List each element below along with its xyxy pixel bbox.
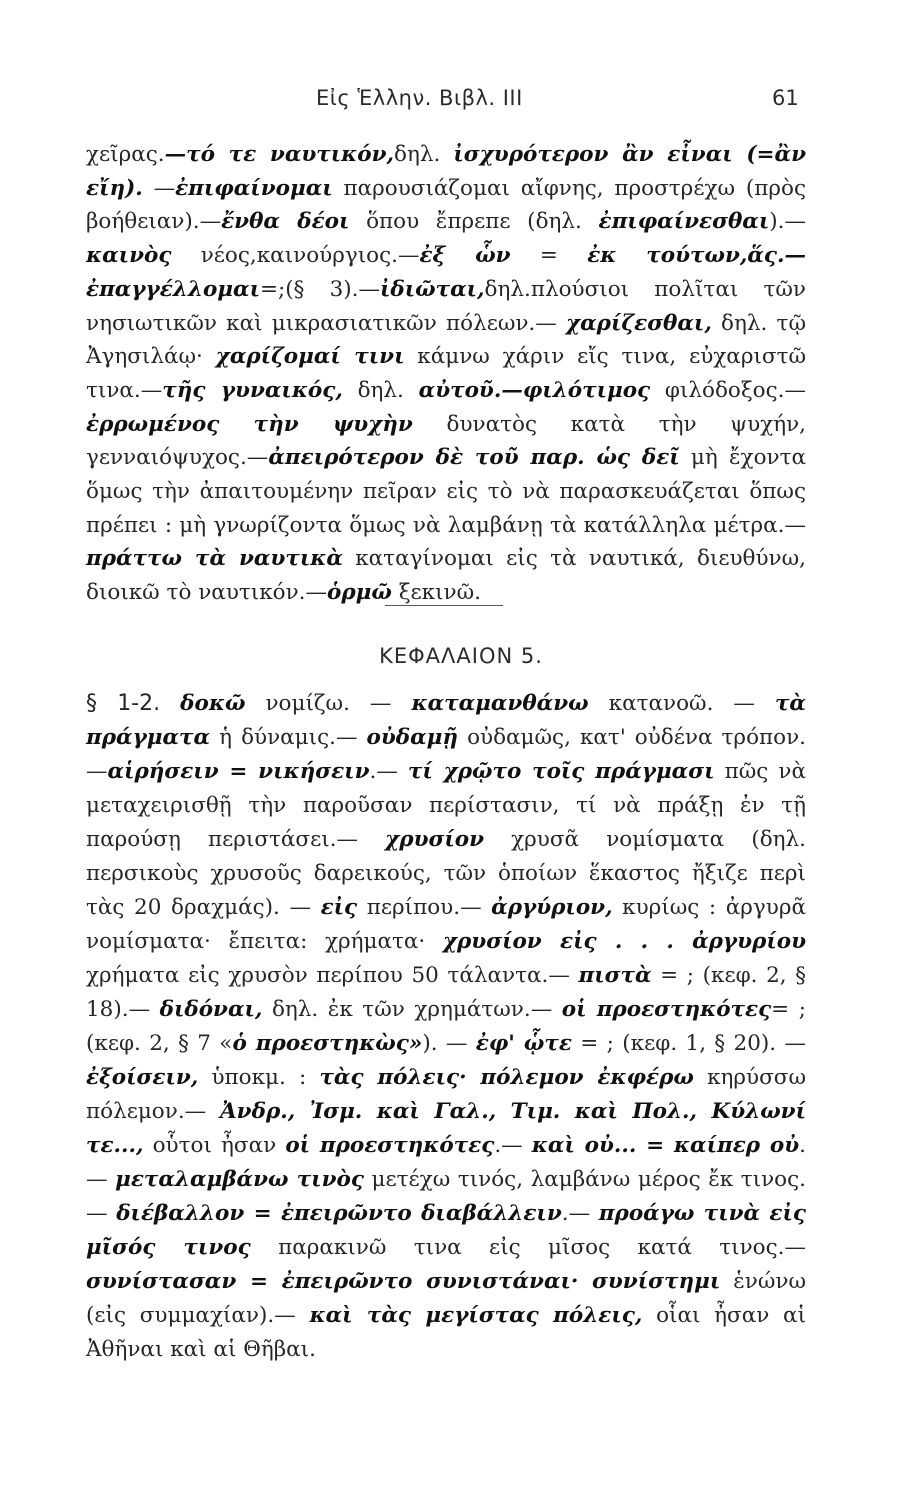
text-run: κάμνω χάριν εἴς τινα, εὐχαριστῶ τινα.— [86,344,806,403]
lemma: χρυσίον εἰς . . . ἀργυρίου [442,929,806,954]
lemma: καινὸς [86,243,172,269]
lemma: τί χρῷτο τοῖς πράγμασι [407,759,715,784]
commentary-block-chapter-5 [86,687,806,1367]
lemma: καὶ οὐ... = καίπερ οὐ [531,1133,800,1158]
text-run: — [142,175,176,201]
page-number: 61 [772,86,799,110]
text-run: καταγίνομαι εἰς τὰ ναυτικά, διευθύνω, διοικῶ τὸ ναυτικόν.— [86,546,806,606]
lemma: ἐπιφαίνομαι [175,175,333,201]
text-run: = ; (κεφ. 2, § 18).— [86,963,807,1022]
text-run: χεῖρας. [86,142,165,167]
text-run: .— [86,1133,806,1192]
text-run: παρουσιάζομαι αἴφνης, προστρέχω (πρὸς βοήθειαν).— [86,175,806,235]
lemma: χρυσίον [385,827,484,852]
text-run: ἑνώνω (εἰς συμμαχίαν).— [86,1269,806,1328]
section-divider [385,605,503,606]
text-run: δυνατὸς κατὰ τὴν ψυχήν, γενναιόψυχος.— [86,411,806,471]
text-run: οἷαι ἦσαν αἱ Ἀθῆναι καὶ αἱ Θῆβαι. [86,1303,807,1362]
text-run: δηλ. ἐκ τῶν χρημάτων.— [262,997,562,1022]
text-run: ).— [769,209,806,235]
lemma: ἐξ ὧν [419,243,511,269]
commentary-block-chapter-4 [86,138,806,610]
lemma: τὰς πόλεις· πόλεμον ἐκφέρω [319,1065,694,1090]
lemma: εἰς [320,895,358,920]
text-run: = ; (κεφ. 2, § 7 « [86,997,806,1056]
running-head: Εἰς Ἑλλην. Βιβλ. ΙΙΙ [316,86,523,110]
text-run: .— [561,1201,599,1226]
text-run: παρακινῶ τινα εἰς μῖσος κατά τινος.— [250,1235,806,1260]
text-run: .— [369,759,408,784]
text-run [160,691,180,716]
lemma: τῆς γυναικός, [162,377,343,403]
text-run: δηλ. [394,142,454,167]
text-run: πῶς νὰ μεταχειρισθῇ τὴν παροῦσαν περίστασιν, τί νὰ πράξῃ ἐν τῇ παρούσῃ περιστάσει.— [86,759,807,852]
lemma: μεταλαμβάνω τινὸς [115,1167,364,1192]
lemma: ἐφ' ᾧτε [475,1031,572,1056]
text-run: νομίζω. — [245,691,412,716]
text-run: κατανοῶ. — [588,691,775,716]
lemma: ἀπειρότερον δὲ τοῦ παρ. ὡς δεῖ [268,445,680,471]
lemma: ἔνθα δέοι [221,209,350,235]
lemma: ὁ προεστηκὼς» [232,1031,423,1056]
text-run: κυρίως : ἀργυρᾶ νομίσματα· ἔπειτα: χρήματα· [86,895,806,954]
page-header [0,86,922,116]
lemma: καταμανθάνω [411,691,589,716]
lemma: ἀργύριον, [491,895,613,920]
lemma: χαρίζομαί τινι [215,344,405,370]
text-run: δηλ. τῷ Ἀγησιλάῳ· [86,310,806,370]
text-run: δηλ. [342,377,419,403]
lemma: ἰδιῶται, [380,276,485,302]
chapter-title: ΚΕΦΑΛΑΙΟΝ 5. [379,644,543,668]
text-run: ὑποκμ. : [198,1065,320,1090]
text-run: περίπου.— [357,895,492,920]
text-run: ὅπου ἔπρεπε (δηλ. [349,209,599,235]
text-run: .— [494,1133,532,1158]
text-run: μετέχω τινός, λαμβάνω μέρος ἔκ τινος.— [86,1167,806,1226]
lemma: ὁρμῶ [327,580,392,606]
lemma: ἐξοίσειν, [86,1065,199,1090]
lemma: συνίστασαν = ἐπειρῶντο συνιστάναι· συνίστημι [86,1269,721,1294]
lemma: οἱ προεστηκότες [561,997,772,1022]
lemma: οὐδαμῇ [366,725,459,750]
text-run: =;(§ 3).— [259,276,381,302]
lemma: δοκῶ [180,691,246,716]
lemma: διέβαλλον = ἐπειρῶντο διαβάλλειν [116,1201,562,1226]
text-run: ). — [422,1031,476,1056]
lemma: οἱ προεστηκότες [285,1133,495,1158]
text-run: ξεκινῶ. [391,580,481,606]
lemma: χαρίζεσθαι, [566,310,712,336]
lemma: αἱρήσειν = νικήσειν [107,759,370,784]
lemma: αὐτοῦ.—φιλότιμος [418,377,651,403]
text-run: χρυσᾶ νομίσματα (δηλ. περσικοὺς χρυσοῦς δαρεικούς, τῶν ὁποίων ἕκαστος ἤξιζε περὶ τὰς 20 δραχμάς). — [86,827,806,920]
lemma: ἐρρωμένος τὴν ψυχὴν [86,411,413,437]
lemma: καὶ τὰς μεγίστας πόλεις, [309,1303,643,1328]
lemma: Ἀνδρ., Ἰσμ. καὶ Γαλ., Τιμ. καὶ Πολ., Κύλωνί τε..., [86,1099,806,1158]
lemma: διδόναι, [159,997,263,1022]
text-run: οὐδαμῶς, κατ' οὐδένα τρόπον. — [86,725,806,784]
text-run: = [510,243,588,269]
lemma: —τό τε ναυτικόν, [164,142,395,167]
lemma: πράττω τὰ ναυτικὰ [86,546,343,572]
lemma: προάγω τινὰ εἰς μῖσός τινος [86,1201,806,1260]
paragraph-number: § 1-2. [86,691,161,716]
text-run: μὴ ἔχοντα ὅμως τὴν ἀπαιτουμένην πεῖραν εἰς τὸ νὰ παρασκευάζεται ὅπως πρέπει : μὴ γνωρίζοντα ὅμως νὰ λαμβάνῃ τὰ κατάλληλα μέτρα.— [86,445,806,538]
text-run: ἡ δύναμις.— [210,725,367,750]
text-run: = ; (κεφ. 1, § 20). — [571,1031,806,1056]
text-run: χρήματα εἰς χρυσὸν περίπου 50 τάλαντα.— [86,963,579,988]
text-run: δηλ.πλούσιοι πολῖται τῶν νησιωτικῶν καὶ μικρασιατικῶν πόλεων.— [86,276,806,336]
text-run: φιλόδοξος.— [650,377,806,403]
text-run: νέος,καινούργιος.— [171,243,420,269]
lemma: ἐκ τούτων,ἅς.—ἐπαγγέλλομαι [86,243,806,302]
text-run: οὗτοι ἦσαν [143,1133,286,1158]
text-run: κηρύσσω πόλεμον.— [86,1065,806,1124]
lemma: ἐπιφαίνεσθαι [598,209,770,235]
lemma: ἰσχυρότερον ἂν εἶναι (=ἂν εἴη). [86,142,807,201]
lemma: πιστὰ [578,963,652,988]
lemma: τὰ πράγματα [86,691,806,750]
